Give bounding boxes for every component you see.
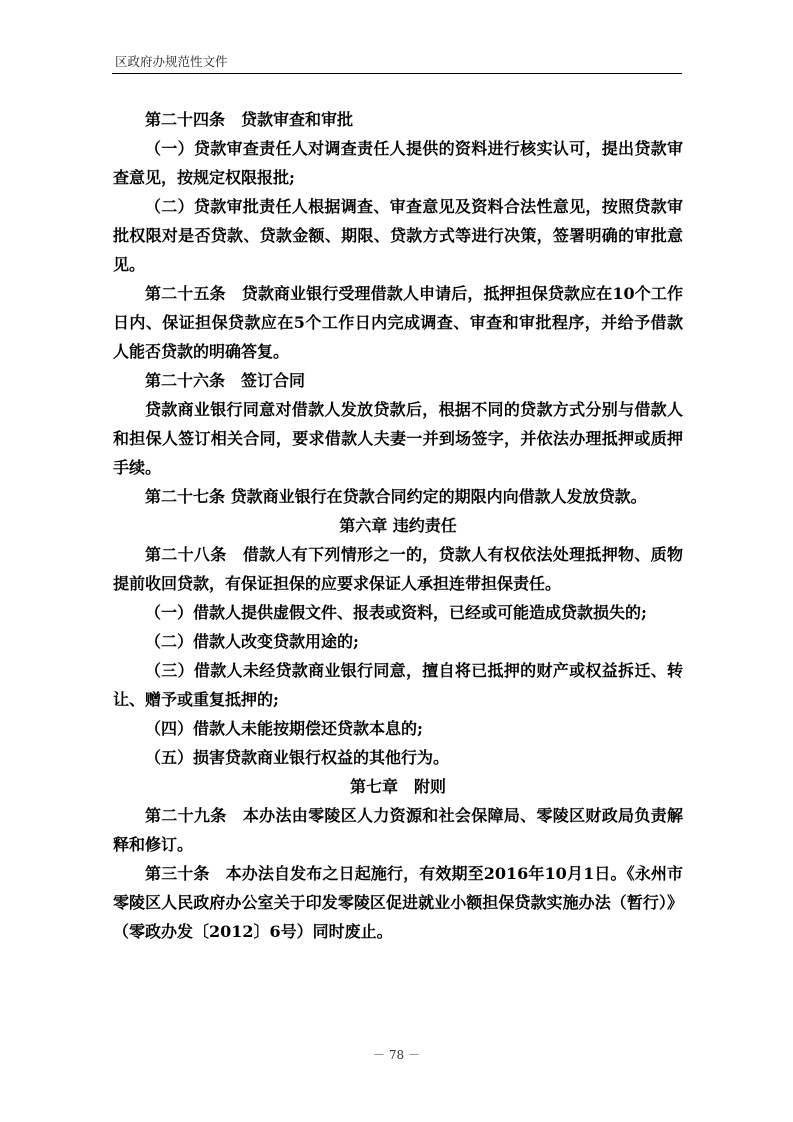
chapter-6-heading: 第六章 违约责任: [339, 516, 457, 535]
header-title: 区政府办规范性文件: [115, 54, 228, 69]
article-26-body: 贷款商业银行同意对借款人发放贷款后，根据不同的贷款方式分别与借款人和担保人签订相关合同，要求借款人夫妻一并到场签字，并依法办理抵押或质押手续。: [113, 400, 683, 477]
article-28-item-2: （二）借款人改变贷款用途的;: [145, 632, 359, 651]
article-30: 第三十条 本办法自发布之日起施行，有效期至2016年10月1日。《永州市零陵区人民政府办公室关于印发零陵区促进就业小额担保贷款实施办法（暂行）》（零政办发〔2012〕6号）同时废止。: [113, 864, 683, 941]
article-28-item-3: （三）借款人未经贷款商业银行同意，擅自将已抵押的财产或权益拆迁、转让、赠予或重复抵押的;: [113, 661, 683, 709]
document-body: [113, 105, 683, 946]
article-24-heading: 第二十四条 贷款审查和审批: [145, 110, 354, 129]
article-28-item-5: （五）损害贷款商业银行权益的其他行为。: [145, 748, 450, 767]
article-28-item-4: （四）借款人未能按期偿还贷款本息的;: [145, 719, 423, 738]
chapter-7-heading: 第七章 附则: [349, 777, 446, 796]
article-26-heading: 第二十六条 签订合同: [145, 371, 306, 390]
page-number: － 78 －: [373, 1048, 420, 1062]
article-25: 第二十五条 贷款商业银行受理借款人申请后，抵押担保贷款应在10个工作日内、保证担保贷款应在5个工作日内完成调查、审查和审批程序，并给予借款人能否贷款的明确答复。: [113, 284, 683, 361]
article-29: 第二十九条 本办法由零陵区人力资源和社会保障局、零陵区财政局负责解释和修订。: [113, 806, 683, 854]
article-24-item-2: （二）贷款审批责任人根据调查、审查意见及资料合法性意见，按照贷款审批权限对是否贷款、贷款金额、期限、贷款方式等进行决策，签署明确的审批意见。: [113, 197, 683, 274]
article-28-item-1: （一）借款人提供虚假文件、报表或资料，已经或可能造成贷款损失的;: [145, 603, 647, 622]
page-header: [112, 55, 682, 74]
article-27: 第二十七条 贷款商业银行在贷款合同约定的期限内向借款人发放贷款。: [145, 487, 647, 506]
article-28: 第二十八条 借款人有下列情形之一的，贷款人有权依法处理抵押物、质物提前收回贷款，有保证担保的应要求保证人承担连带担保责任。: [113, 545, 683, 593]
article-24-item-1: （一）贷款审查责任人对调查责任人提供的资料进行核实认可，提出贷款审查意见，按规定权限报批;: [113, 139, 683, 187]
